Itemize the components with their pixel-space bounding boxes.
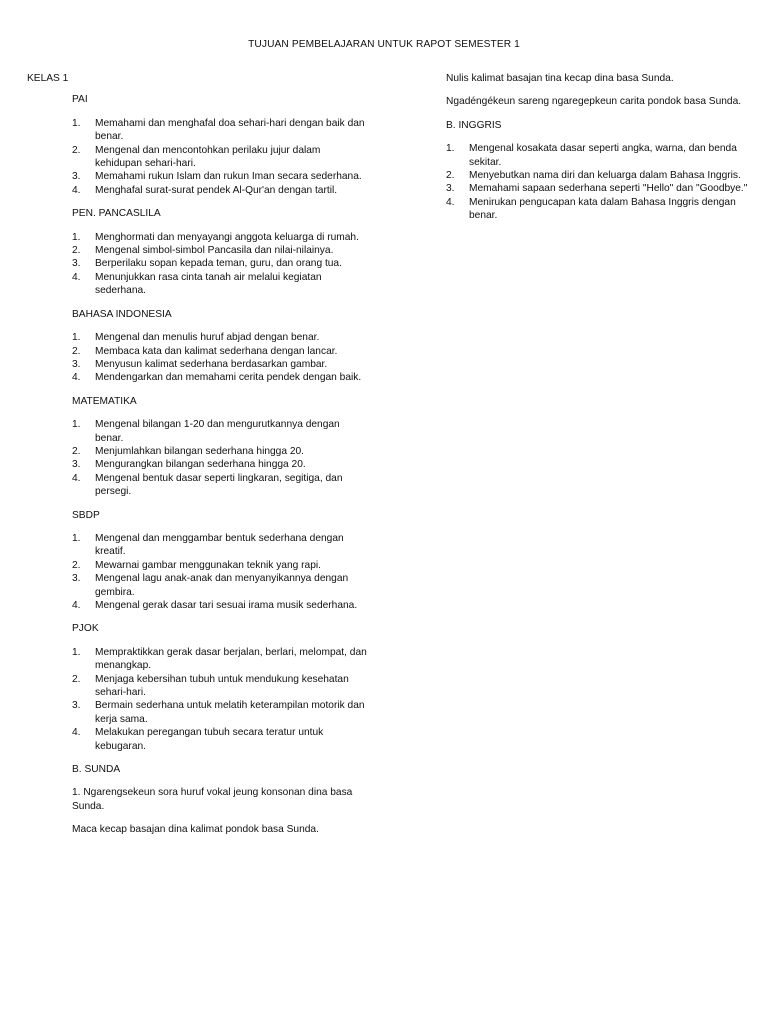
item-number: 3. bbox=[72, 573, 81, 585]
list-item bbox=[72, 331, 367, 344]
paragraph: Maca kecap basajan dina kalimat pondok basa Sunda. bbox=[72, 824, 319, 836]
list-item bbox=[72, 559, 367, 572]
item-number: 4. bbox=[72, 600, 81, 611]
list-item bbox=[72, 572, 367, 599]
list-item bbox=[72, 418, 367, 445]
objective-list bbox=[446, 142, 766, 222]
item-text: Memahami dan menghafal doa sehari-hari dengan baik dan benar. bbox=[95, 117, 365, 143]
item-text: Mewarnai gambar menggunakan teknik yang rapi. bbox=[95, 559, 321, 571]
paragraph: Ngadéngékeun sareng ngaregepkeun carita pondok basa Sunda. bbox=[446, 96, 742, 108]
list-item bbox=[72, 458, 367, 471]
list-item bbox=[446, 142, 766, 169]
list-item bbox=[446, 169, 766, 182]
item-text: Menghafal surat-surat pendek Al-Qur'an dengan tartil. bbox=[95, 184, 338, 196]
list-item bbox=[72, 726, 367, 753]
item-text: Mengenal simbol-simbol Pancasila dan nilai-nilainya. bbox=[95, 245, 334, 257]
item-text: Bermain sederhana untuk melatih keterampilan motorik dan kerja sama. bbox=[95, 700, 365, 725]
item-number: 4. bbox=[72, 271, 81, 283]
item-number: 2. bbox=[72, 445, 81, 457]
item-number: 1. bbox=[446, 143, 455, 155]
item-number: 4. bbox=[72, 727, 81, 739]
left-column bbox=[27, 72, 367, 847]
section-heading: BAHASA INDONESIA bbox=[72, 308, 172, 320]
item-text: Menjaga kebersihan tubuh untuk mendukung kesehatan sehari-hari. bbox=[95, 673, 349, 699]
item-text: Mengenal dan menulis huruf abjad dengan benar. bbox=[95, 332, 320, 344]
section-heading: PJOK bbox=[72, 623, 99, 635]
list-item bbox=[72, 184, 367, 197]
list-item bbox=[446, 182, 766, 195]
section-heading: PAI bbox=[72, 94, 88, 106]
paragraph: Nulis kalimat basajan tina kecap dina basa Sunda. bbox=[446, 73, 674, 84]
paragraph: 1. Ngarengsekeun sora huruf vokal jeung konsonan dina basa Sunda. bbox=[72, 787, 353, 812]
item-number: 3. bbox=[72, 358, 81, 370]
item-text: Mengenal gerak dasar tari sesuai irama musik sederhana. bbox=[95, 600, 358, 611]
document-title: TUJUAN PEMBELAJARAN UNTUK RAPOT SEMESTER 1 bbox=[248, 39, 520, 50]
list-item bbox=[72, 345, 367, 358]
item-number: 4. bbox=[72, 472, 81, 484]
item-text: Menyusun kalimat sederhana berdasarkan gambar. bbox=[95, 358, 328, 370]
section-heading: SBDP bbox=[72, 509, 100, 521]
list-item bbox=[72, 445, 367, 458]
item-text: Menyebutkan nama diri dan keluarga dalam Bahasa Inggris. bbox=[469, 170, 741, 182]
list-item bbox=[72, 244, 367, 257]
item-number: 1. bbox=[72, 231, 81, 243]
section-heading: PEN. PANCASLILA bbox=[72, 208, 161, 220]
list-item bbox=[72, 257, 367, 270]
objective-list bbox=[72, 532, 367, 612]
item-number: 1. bbox=[72, 332, 81, 344]
item-number: 3. bbox=[72, 459, 81, 471]
item-number: 1. bbox=[72, 532, 81, 544]
list-item bbox=[72, 673, 367, 700]
item-text: Menghormati dan menyayangi anggota keluarga di rumah. bbox=[95, 231, 359, 243]
item-number: 3. bbox=[72, 171, 81, 183]
item-number: 2. bbox=[72, 144, 81, 156]
item-text: Mengenal kosakata dasar seperti angka, warna, dan benda sekitar. bbox=[469, 143, 737, 168]
list-item bbox=[446, 196, 766, 223]
item-text: Berperilaku sopan kepada teman, guru, dan orang tua. bbox=[95, 258, 342, 270]
list-item bbox=[72, 699, 367, 726]
item-text: Membaca kata dan kalimat sederhana dengan lancar. bbox=[95, 345, 338, 357]
list-item bbox=[72, 371, 367, 384]
item-text: Menunjukkan rasa cinta tanah air melalui kegiatan sederhana. bbox=[95, 271, 322, 297]
section-heading: B. INGGRIS bbox=[446, 119, 502, 131]
list-item bbox=[72, 472, 367, 499]
item-number: 4. bbox=[72, 184, 81, 196]
list-item bbox=[72, 144, 367, 171]
item-text: Menjumlahkan bilangan sederhana hingga 20. bbox=[95, 445, 304, 457]
item-number: 2. bbox=[72, 673, 81, 685]
item-number: 1. bbox=[72, 117, 81, 129]
item-number: 2. bbox=[72, 345, 81, 357]
list-item bbox=[72, 271, 367, 298]
item-text: Mengenal dan menggambar bentuk sederhana dengan kreatif. bbox=[95, 532, 344, 558]
item-number: 3. bbox=[446, 183, 455, 195]
item-number: 2. bbox=[72, 245, 81, 257]
list-item bbox=[72, 358, 367, 371]
list-item bbox=[72, 117, 367, 144]
objective-list bbox=[72, 418, 367, 498]
list-item bbox=[72, 532, 367, 559]
item-text: Melakukan peregangan tubuh secara teratur untuk kebugaran. bbox=[95, 727, 324, 752]
item-number: 2. bbox=[72, 559, 81, 571]
list-item bbox=[72, 231, 367, 244]
item-text: Mendengarkan dan memahami cerita pendek dengan baik. bbox=[95, 372, 362, 384]
item-text: Mengenal lagu anak-anak dan menyanyikannya dengan gembira. bbox=[95, 573, 349, 598]
item-text: Mempraktikkan gerak dasar berjalan, berlari, melompat, dan menangkap. bbox=[95, 646, 367, 672]
section-heading: MATEMATIKA bbox=[72, 395, 137, 407]
item-number: 2. bbox=[446, 170, 455, 182]
item-text: Mengenal dan mencontohkan perilaku jujur dalam kehidupan sehari-hari. bbox=[95, 144, 321, 170]
objective-list bbox=[72, 331, 367, 385]
item-text: Mengenal bilangan 1-20 dan mengurutkannya dengan benar. bbox=[95, 419, 340, 444]
item-number: 3. bbox=[72, 258, 81, 270]
item-text: Menirukan pengucapan kata dalam Bahasa Inggris dengan benar. bbox=[469, 196, 736, 222]
item-text: Memahami rukun Islam dan rukun Iman secara sederhana. bbox=[95, 171, 362, 183]
objective-list bbox=[72, 231, 367, 298]
item-text: Mengurangkan bilangan sederhana hingga 20. bbox=[95, 459, 306, 471]
item-number: 4. bbox=[446, 196, 455, 208]
list-item bbox=[72, 170, 367, 183]
right-column bbox=[446, 72, 766, 233]
objective-list bbox=[72, 117, 367, 197]
class-heading: KELAS 1 bbox=[27, 73, 69, 84]
item-number: 4. bbox=[72, 372, 81, 384]
list-item bbox=[72, 646, 367, 673]
item-text: Mengenal bentuk dasar seperti lingkaran, segitiga, dan persegi. bbox=[95, 472, 343, 498]
item-number: 3. bbox=[72, 700, 81, 712]
item-number: 1. bbox=[72, 419, 81, 431]
list-item bbox=[72, 599, 367, 612]
objective-list bbox=[72, 646, 367, 753]
item-text: Memahami sapaan sederhana seperti "Hello" dan "Goodbye." bbox=[469, 183, 748, 195]
section-heading: B. SUNDA bbox=[72, 764, 121, 776]
item-number: 1. bbox=[72, 646, 81, 658]
section-pai bbox=[72, 93, 367, 836]
